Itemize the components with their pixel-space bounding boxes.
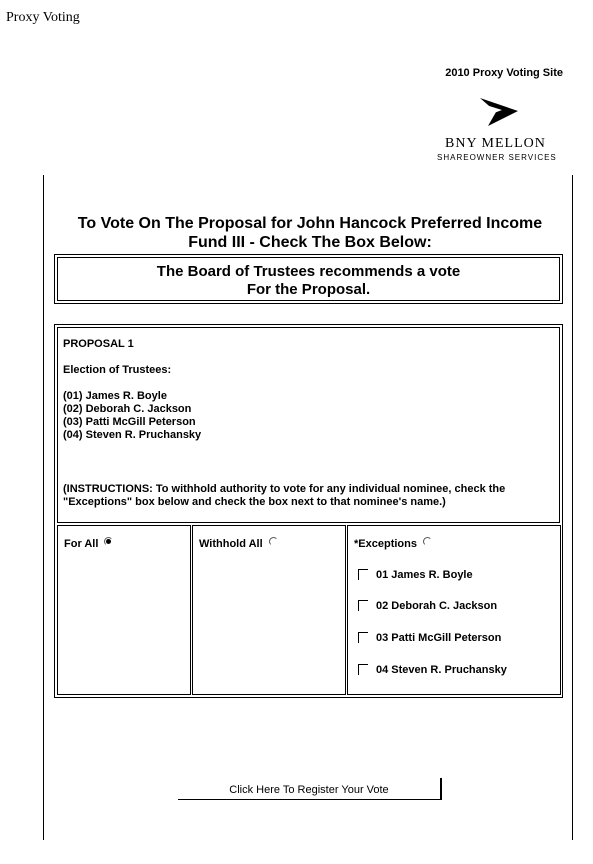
exceptions-option[interactable] xyxy=(354,538,432,550)
nominee-4: (04) Steven R. Pruchansky xyxy=(63,429,202,441)
exceptions-radio[interactable] xyxy=(423,537,432,546)
withhold-all-option[interactable] xyxy=(199,538,278,550)
exceptions-label: *Exceptions xyxy=(354,538,417,550)
exception-label-1: 01 James R. Boyle xyxy=(376,569,473,581)
exception-label-3: 03 Patti McGill Peterson xyxy=(376,632,502,644)
vote-heading-line1: To Vote On The Proposal for John Hancock Preferred Income xyxy=(77,215,543,232)
for-all-option[interactable] xyxy=(64,538,113,550)
exception-item-2[interactable] xyxy=(358,600,497,612)
exception-item-1[interactable] xyxy=(358,569,473,581)
nominee-3: (03) Patti McGill Peterson xyxy=(63,416,196,428)
recommendation-line2: For the Proposal. xyxy=(246,281,371,298)
withhold-all-cell xyxy=(192,525,346,695)
left-border-line xyxy=(43,175,44,840)
site-title: 2010 Proxy Voting Site xyxy=(445,67,563,79)
withhold-all-radio[interactable] xyxy=(269,537,278,546)
vote-heading-line2: Fund III - Check The Box Below: xyxy=(188,234,432,251)
exception-label-4: 04 Steven R. Pruchansky xyxy=(376,664,507,676)
proposal-instructions: (INSTRUCTIONS: To withhold authority to vote for any individual nominee, check the "Exceptions" box below and check the box next to that nominee's name.) xyxy=(63,483,506,508)
exception-item-3[interactable] xyxy=(358,632,501,644)
bny-mellon-logo-icon xyxy=(480,98,518,126)
recommendation-line1: The Board of Trustees recommends a vote xyxy=(156,263,461,280)
proposal-title: PROPOSAL 1 xyxy=(63,338,134,350)
exceptions-cell xyxy=(347,525,561,695)
exception-item-4[interactable] xyxy=(358,664,507,676)
for-all-label: For All xyxy=(64,538,99,550)
for-all-radio[interactable] xyxy=(104,537,113,546)
nominee-1: (01) James R. Boyle xyxy=(63,390,167,402)
logo-name: BNY MELLON xyxy=(445,136,546,151)
exception-label-2: 02 Deborah C. Jackson xyxy=(376,600,498,612)
document-label: Proxy Voting xyxy=(6,10,80,25)
proposal-box xyxy=(54,324,563,698)
exception-checkbox-4[interactable] xyxy=(358,664,368,675)
register-vote-button[interactable] xyxy=(178,778,442,800)
nominee-2: (02) Deborah C. Jackson xyxy=(63,403,192,415)
exception-checkbox-3[interactable] xyxy=(358,632,368,643)
exception-checkbox-2[interactable] xyxy=(358,600,368,611)
vote-heading xyxy=(55,214,565,252)
logo-subtitle: SHAREOWNER SERVICES xyxy=(437,153,557,162)
exception-checkbox-1[interactable] xyxy=(358,569,368,580)
proposal-subtitle: Election of Trustees: xyxy=(63,364,172,376)
proposal-details xyxy=(57,327,560,523)
recommendation-box xyxy=(54,254,563,304)
for-all-cell xyxy=(57,525,191,695)
register-vote-label: Click Here To Register Your Vote xyxy=(229,784,389,796)
right-border-line xyxy=(572,175,573,840)
withhold-all-label: Withhold All xyxy=(199,538,263,550)
